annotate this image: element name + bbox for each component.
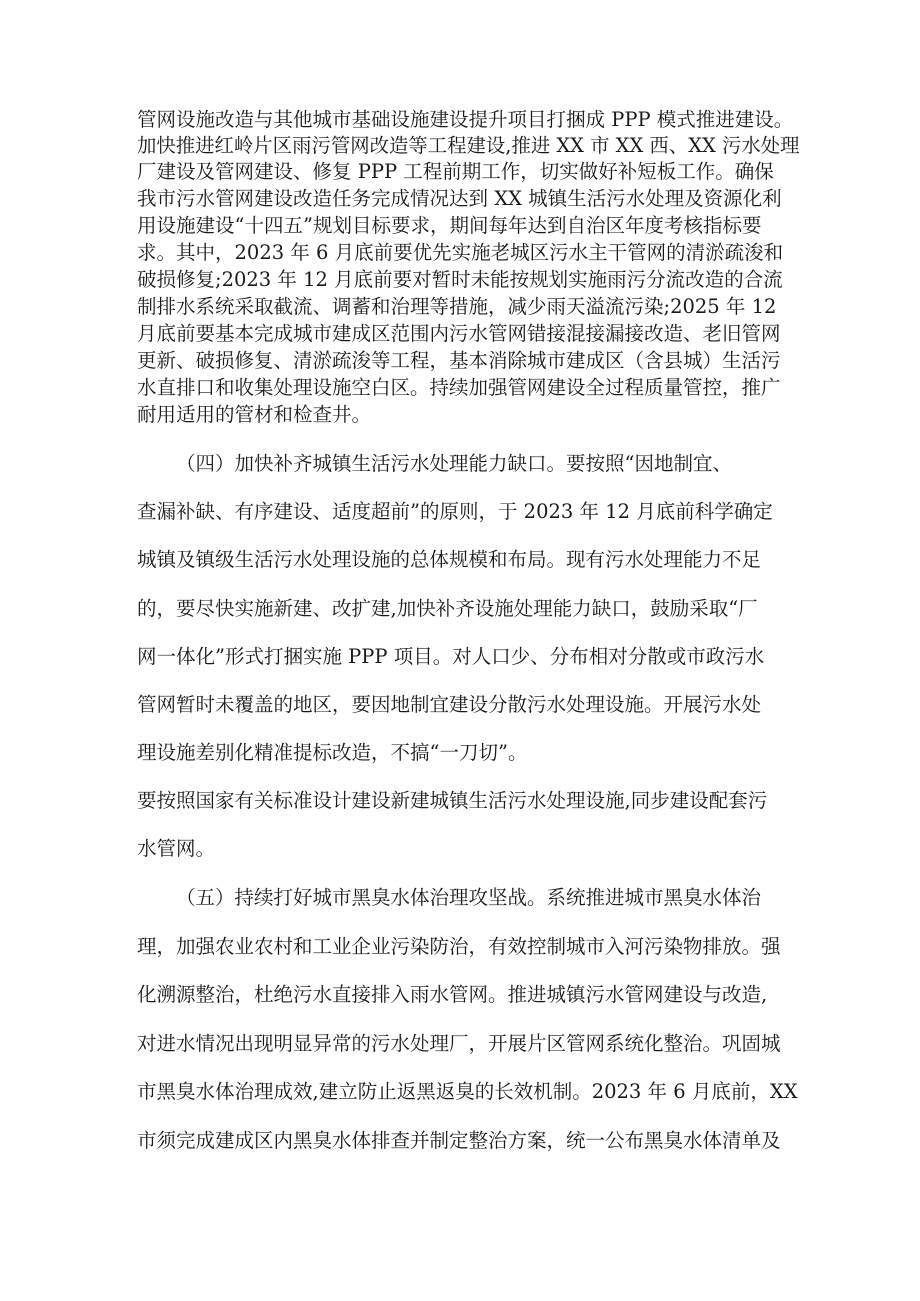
paragraph-line: 管网暂时未覆盖的地区，要因地制宜建设分散污水处理设施。开展污水处: [137, 693, 762, 716]
paragraph-line: 月底前要基本完成城市建成区范围内污水管网错接混接漏接改造、老旧管网: [137, 322, 781, 345]
paragraph-line: 用设施建设“十四五”规划目标要求，期间每年达到自治区年度考核指标要: [137, 214, 762, 237]
paragraph-line: 求。其中，2023 年 6 月底前要优先实施老城区污水主干管网的清淤疏浚和: [137, 241, 784, 264]
paragraph-line: 破损修复;2023 年 12 月底前要对暂时未能按规划实施雨污分流改造的合流: [137, 268, 783, 291]
paragraph-line: 的，要尽快实施新建、改扩建,加快补齐设施处理能力缺口，鼓励采取“厂: [137, 597, 758, 620]
paragraph-line: 厂建设及管网建设、修复 PPP 工程前期工作，切实做好补短板工作。确保: [137, 160, 774, 183]
paragraph-line: 市黑臭水体治理成效,建立防止返黑返臭的长效机制。2023 年 6 月底前，XX: [137, 1080, 798, 1103]
paragraph-line: 化溯源整治，杜绝污水直接排入雨水管网。推进城镇污水管网建设与改造,: [137, 983, 768, 1006]
paragraph-line: 管网设施改造与其他城市基础设施建设提升项目打捆成 PPP 模式推进建设。: [137, 108, 794, 131]
section-heading-line: （五）持续打好城市黑臭水体治理攻坚战。系统推进城市黑臭水体治: [176, 886, 762, 909]
paragraph-line: 市须完成建成区内黑臭水体排查并制定整治方案，统一公布黑臭水体清单及: [137, 1129, 781, 1152]
paragraph-line: 我市污水管网建设改造任务完成情况达到 XX 城镇生活污水处理及资源化利: [137, 187, 782, 210]
paragraph-line: 对进水情况出现明显异常的污水处理厂，开展片区管网系统化整治。巩固城: [137, 1032, 781, 1055]
paragraph-line: 理设施差别化精准提标改造，不搞“一刀切”。: [137, 741, 528, 764]
paragraph-line: 网一体化”形式打捆实施 PPP 项目。对人口少、分布相对分散或市政污水: [137, 645, 765, 668]
paragraph-line: 要按照国家有关标准设计建设新建城镇生活污水处理设施,同步建设配套污: [137, 789, 768, 812]
paragraph-line: 制排水系统采取截流、调蓄和治理等措施，减少雨天溢流污染;2025 年 12: [137, 295, 777, 318]
paragraph-line: 水管网。: [137, 837, 216, 860]
paragraph-line: 加快推进红岭片区雨污管网改造等工程建设,推进 XX 市 XX 西、XX 污水处理: [137, 134, 800, 157]
paragraph-line: 查漏补缺、有序建设、适度超前”的原则，于 2023 年 12 月底前科学确定: [137, 500, 773, 523]
paragraph-line: 更新、破损修复、清淤疏浚等工程，基本消除城市建成区（含县城）生活污: [137, 349, 781, 372]
paragraph-line: 理，加强农业农村和工业企业污染防治，有效控制城市入河污染物排放。强: [137, 935, 781, 958]
paragraph-line: 水直排口和收集处理设施空白区。持续加强管网建设全过程质量管控，推广: [137, 376, 781, 399]
paragraph-line: 耐用适用的管材和检查井。: [137, 403, 372, 426]
paragraph-line: 城镇及镇级生活污水处理设施的总体规模和布局。现有污水处理能力不足: [137, 548, 762, 571]
section-heading-line: （四）加快补齐城镇生活污水处理能力缺口。要按照“因地制宜、: [176, 452, 732, 475]
